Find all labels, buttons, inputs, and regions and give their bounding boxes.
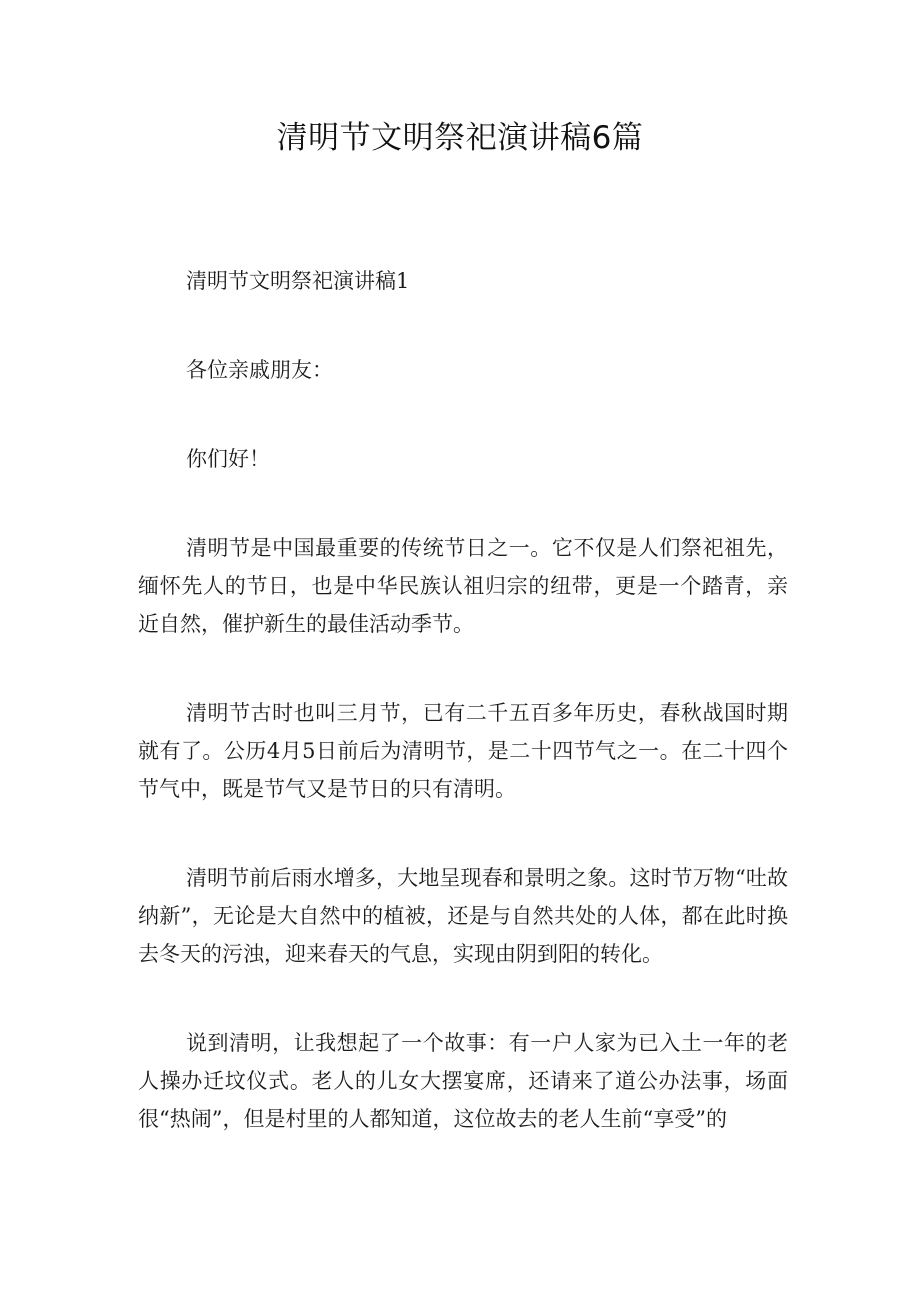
document-title: 清明节文明祭祀演讲稿6篇 (276, 120, 644, 156)
body-paragraph: 清明节前后雨水增多，大地呈现春和景明之象。这时节万物“吐故纳新”，无论是大自然中的植被，还是与自然共处的人体，都在此时换去冬天的污浊，迎来春天的气息，实现由阴到阳的转化。 (138, 866, 788, 966)
body-paragraph: 说到清明，让我想起了一个故事：有一户人家为已入土一年的老人操办迁坟仪式。老人的儿女大摆宴席，还请来了道公办法事，场面很“热闹”，但是村里的人都知道，这位故去的老人生前“享受”的 (138, 1031, 788, 1131)
body-paragraph: 清明节古时也叫三月节，已有二千五百多年历史，春秋战国时期就有了。公历4月5日前后为清明节，是二十四节气之一。在二十四个节气中，既是节气又是节日的只有清明。 (138, 701, 788, 801)
document-body (138, 262, 788, 1189)
body-paragraph: 清明节是中国最重要的传统节日之一。它不仅是人们祭祀祖先，缅怀先人的节日，也是中华民族认祖归宗的纽带，更是一个踏青，亲近自然，催护新生的最佳活动季节。 (138, 536, 788, 636)
salutation: 各位亲戚朋友： (186, 358, 333, 382)
speech-heading: 清明节文明祭祀演讲稿1 (186, 269, 410, 293)
greeting: 你们好！ (186, 447, 270, 471)
